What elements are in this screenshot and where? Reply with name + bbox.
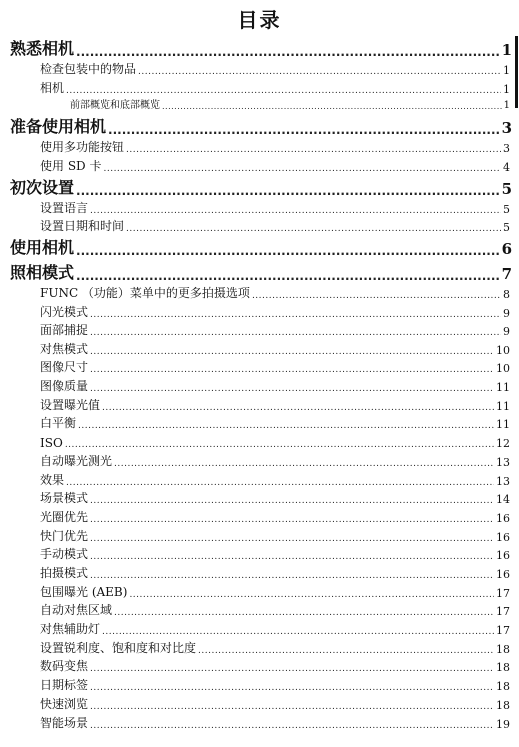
- toc-entry-label: 光圈优先: [40, 510, 89, 524]
- toc-entry-section[interactable]: [40, 200, 510, 216]
- toc-entry-section[interactable]: [40, 359, 510, 375]
- toc-leader-dots: [90, 552, 494, 562]
- toc-leader-dots: [90, 384, 494, 394]
- toc-entry-section[interactable]: [40, 139, 510, 155]
- toc-leader-dots: [90, 328, 501, 338]
- toc-entry-label: 自动曝光测光: [40, 454, 113, 468]
- toc-entry-label: 照相模式: [10, 263, 75, 282]
- toc-leader-dots: [90, 571, 494, 581]
- toc-leader-dots: [126, 224, 501, 234]
- toc-leader-dots: [138, 67, 501, 77]
- toc-leader-dots: [114, 608, 494, 618]
- toc-entry-page: 18: [496, 661, 510, 674]
- toc-leader-dots: [76, 269, 500, 283]
- toc-entry-page: 3: [501, 119, 512, 137]
- toc-entry-section[interactable]: [40, 80, 510, 96]
- toc-entry-label: 设置曝光值: [40, 398, 101, 412]
- toc-entry-label: 自动对焦区域: [40, 603, 113, 617]
- toc-leader-dots: [90, 702, 494, 712]
- toc-leader-dots: [126, 145, 501, 155]
- toc-entry-section[interactable]: [40, 584, 510, 600]
- toc-leader-dots: [162, 102, 502, 111]
- toc-entry-section[interactable]: [40, 158, 510, 174]
- toc-leader-dots: [103, 164, 501, 174]
- toc-entry-page: 16: [496, 512, 510, 525]
- toc-entry-page: 11: [496, 381, 510, 394]
- toc-entry-label: 准备使用相机: [10, 117, 107, 136]
- toc-entry-page: 14: [496, 493, 510, 506]
- toc-entry-chapter[interactable]: [10, 238, 512, 258]
- toc-entry-section[interactable]: [40, 472, 510, 488]
- toc-entry-page: 1: [503, 100, 510, 111]
- page-title: 目录: [237, 8, 282, 32]
- toc-leader-dots: [102, 627, 494, 637]
- toc-entry-section[interactable]: [40, 304, 510, 320]
- toc-entry-label: FUNC （功能）菜单中的更多拍摄选项: [40, 286, 250, 300]
- toc-entry-page: 10: [496, 362, 510, 375]
- toc-leader-dots: [90, 664, 494, 674]
- toc-entry-label: 使用多功能按钮: [40, 140, 125, 154]
- toc-entry-section[interactable]: [40, 696, 510, 712]
- toc-entry-page: 19: [496, 718, 510, 731]
- toc-entry-section[interactable]: [40, 509, 510, 525]
- toc-entry-page: 5: [501, 180, 512, 198]
- toc-leader-dots: [114, 459, 494, 469]
- toc-entry-page: 17: [496, 605, 510, 618]
- toc-entry-label: 场景模式: [40, 491, 89, 505]
- toc-entry-section[interactable]: [40, 546, 510, 562]
- toc-entry-page: 16: [496, 531, 510, 544]
- toc-entry-label: 设置锐利度、饱和度和对比度: [40, 641, 197, 655]
- toc-leader-dots: [90, 515, 494, 525]
- toc-entry-section[interactable]: [40, 218, 510, 234]
- toc-entry-label: 使用相机: [10, 238, 75, 257]
- toc-leader-dots: [76, 45, 500, 59]
- toc-entry-page: 5: [503, 203, 510, 216]
- toc-entry-page: 1: [503, 64, 510, 77]
- toc-entry-chapter[interactable]: [10, 117, 512, 137]
- toc-entry-label: 快速浏览: [40, 697, 89, 711]
- toc-entry-section[interactable]: [40, 285, 510, 301]
- toc-entry-section[interactable]: [40, 565, 510, 581]
- toc-entry-page: 16: [496, 549, 510, 562]
- toc-entry-page: 9: [503, 325, 510, 338]
- toc-entry-page: 13: [496, 456, 510, 469]
- toc-entry-label: 面部捕捉: [40, 323, 89, 337]
- toc-entry-section[interactable]: [40, 453, 510, 469]
- toc-entry-label: 数码变焦: [40, 659, 89, 673]
- toc-entry-label: 对焦模式: [40, 342, 89, 356]
- toc-entry-label: 前部概览和底部概览: [70, 100, 160, 111]
- toc-entry-label: 初次设置: [10, 178, 75, 197]
- toc-entry-label: 手动模式: [40, 547, 89, 561]
- toc-entry-subsection[interactable]: [70, 97, 510, 111]
- toc-entry-page: 11: [496, 418, 510, 431]
- toc-entry-page: 1: [503, 83, 510, 96]
- toc-entry-section[interactable]: [40, 490, 510, 506]
- toc-entry-section[interactable]: [40, 602, 510, 618]
- toc-entry-page: 18: [496, 643, 510, 656]
- toc-entry-page: 3: [503, 142, 510, 155]
- toc-entry-page: 9: [503, 307, 510, 320]
- toc-entry-label: 图像尺寸: [40, 360, 89, 374]
- toc-entry-page: 13: [496, 475, 510, 488]
- toc-entry-page: 4: [503, 161, 510, 174]
- toc-entry-section[interactable]: [40, 378, 510, 394]
- toc-leader-dots: [78, 421, 494, 431]
- toc-entry-chapter[interactable]: [10, 178, 512, 198]
- toc-leader-dots: [198, 646, 494, 656]
- toc-entry-page: 6: [501, 240, 512, 258]
- toc-entry-page: 1: [501, 41, 512, 59]
- toc-entry-section[interactable]: [40, 528, 510, 544]
- toc-leader-dots: [129, 590, 494, 600]
- toc-entry-label: 效果: [40, 473, 65, 487]
- toc-leader-dots: [90, 365, 494, 375]
- toc-entry-chapter[interactable]: [10, 39, 512, 59]
- toc-entry-page: 18: [496, 699, 510, 712]
- toc-entry-label: 快门优先: [40, 529, 89, 543]
- toc-entry-page: 7: [501, 265, 512, 283]
- toc-entry-section[interactable]: [40, 341, 510, 357]
- toc-entry-label: 熟悉相机: [10, 39, 75, 58]
- toc-entry-label: 闪光模式: [40, 305, 89, 319]
- toc-leader-dots: [66, 478, 494, 488]
- toc-entry-label: 对焦辅助灯: [40, 622, 101, 636]
- toc-entry-label: 使用 SD 卡: [40, 159, 102, 173]
- toc-leader-dots: [76, 184, 500, 198]
- toc-leader-dots: [65, 440, 494, 450]
- toc-leader-dots: [90, 310, 501, 320]
- toc-entry-label: 日期标签: [40, 678, 89, 692]
- toc-entry-label: 白平衡: [40, 416, 77, 430]
- toc-entry-label: 智能场景: [40, 716, 89, 730]
- toc-entry-page: 12: [496, 437, 510, 450]
- toc-entry-label: 图像质量: [40, 379, 89, 393]
- toc-entry-label: 设置语言: [40, 201, 89, 215]
- toc-leader-dots: [90, 534, 494, 544]
- toc-entry-section[interactable]: [40, 415, 510, 431]
- toc-leader-dots: [108, 123, 500, 137]
- toc-entry-label: 相机: [40, 81, 65, 95]
- toc-leader-dots: [66, 86, 501, 96]
- toc-entry-section[interactable]: [40, 397, 510, 413]
- toc-entry-section[interactable]: [40, 322, 510, 338]
- toc-entry-label: 检查包装中的物品: [40, 62, 137, 76]
- toc-entry-section[interactable]: [40, 658, 510, 674]
- toc-leader-dots: [90, 721, 494, 731]
- toc-entry-page: 17: [496, 587, 510, 600]
- toc-entry-page: 17: [496, 624, 510, 637]
- toc-leader-dots: [102, 403, 494, 413]
- toc-entry-section[interactable]: [40, 640, 510, 656]
- toc-entry-label: 包围曝光 (AEB): [40, 585, 128, 599]
- toc-entry-page: 11: [496, 400, 510, 413]
- toc-entry-section[interactable]: [40, 621, 510, 637]
- toc-entry-section[interactable]: [40, 61, 510, 77]
- toc-leader-dots: [90, 496, 494, 506]
- toc-leader-dots: [252, 291, 501, 301]
- toc-leader-dots: [90, 683, 494, 693]
- toc-entry-section[interactable]: [40, 677, 510, 693]
- toc-entry-page: 8: [503, 288, 510, 301]
- toc-entry-page: 16: [496, 568, 510, 581]
- toc-entry-label: ISO: [40, 436, 63, 450]
- toc-entry-page: 5: [503, 221, 510, 234]
- toc-leader-dots: [90, 206, 501, 216]
- toc-entry-chapter[interactable]: [10, 263, 512, 283]
- toc-entry-label: 拍摄模式: [40, 566, 89, 580]
- toc-entry-page: 18: [496, 680, 510, 693]
- toc-entry-page: 10: [496, 344, 510, 357]
- toc-entry-section[interactable]: [40, 715, 510, 731]
- toc-entry-section[interactable]: [40, 434, 510, 450]
- toc-leader-dots: [90, 347, 494, 357]
- toc-leader-dots: [76, 244, 500, 258]
- toc-entry-label: 设置日期和时间: [40, 219, 125, 233]
